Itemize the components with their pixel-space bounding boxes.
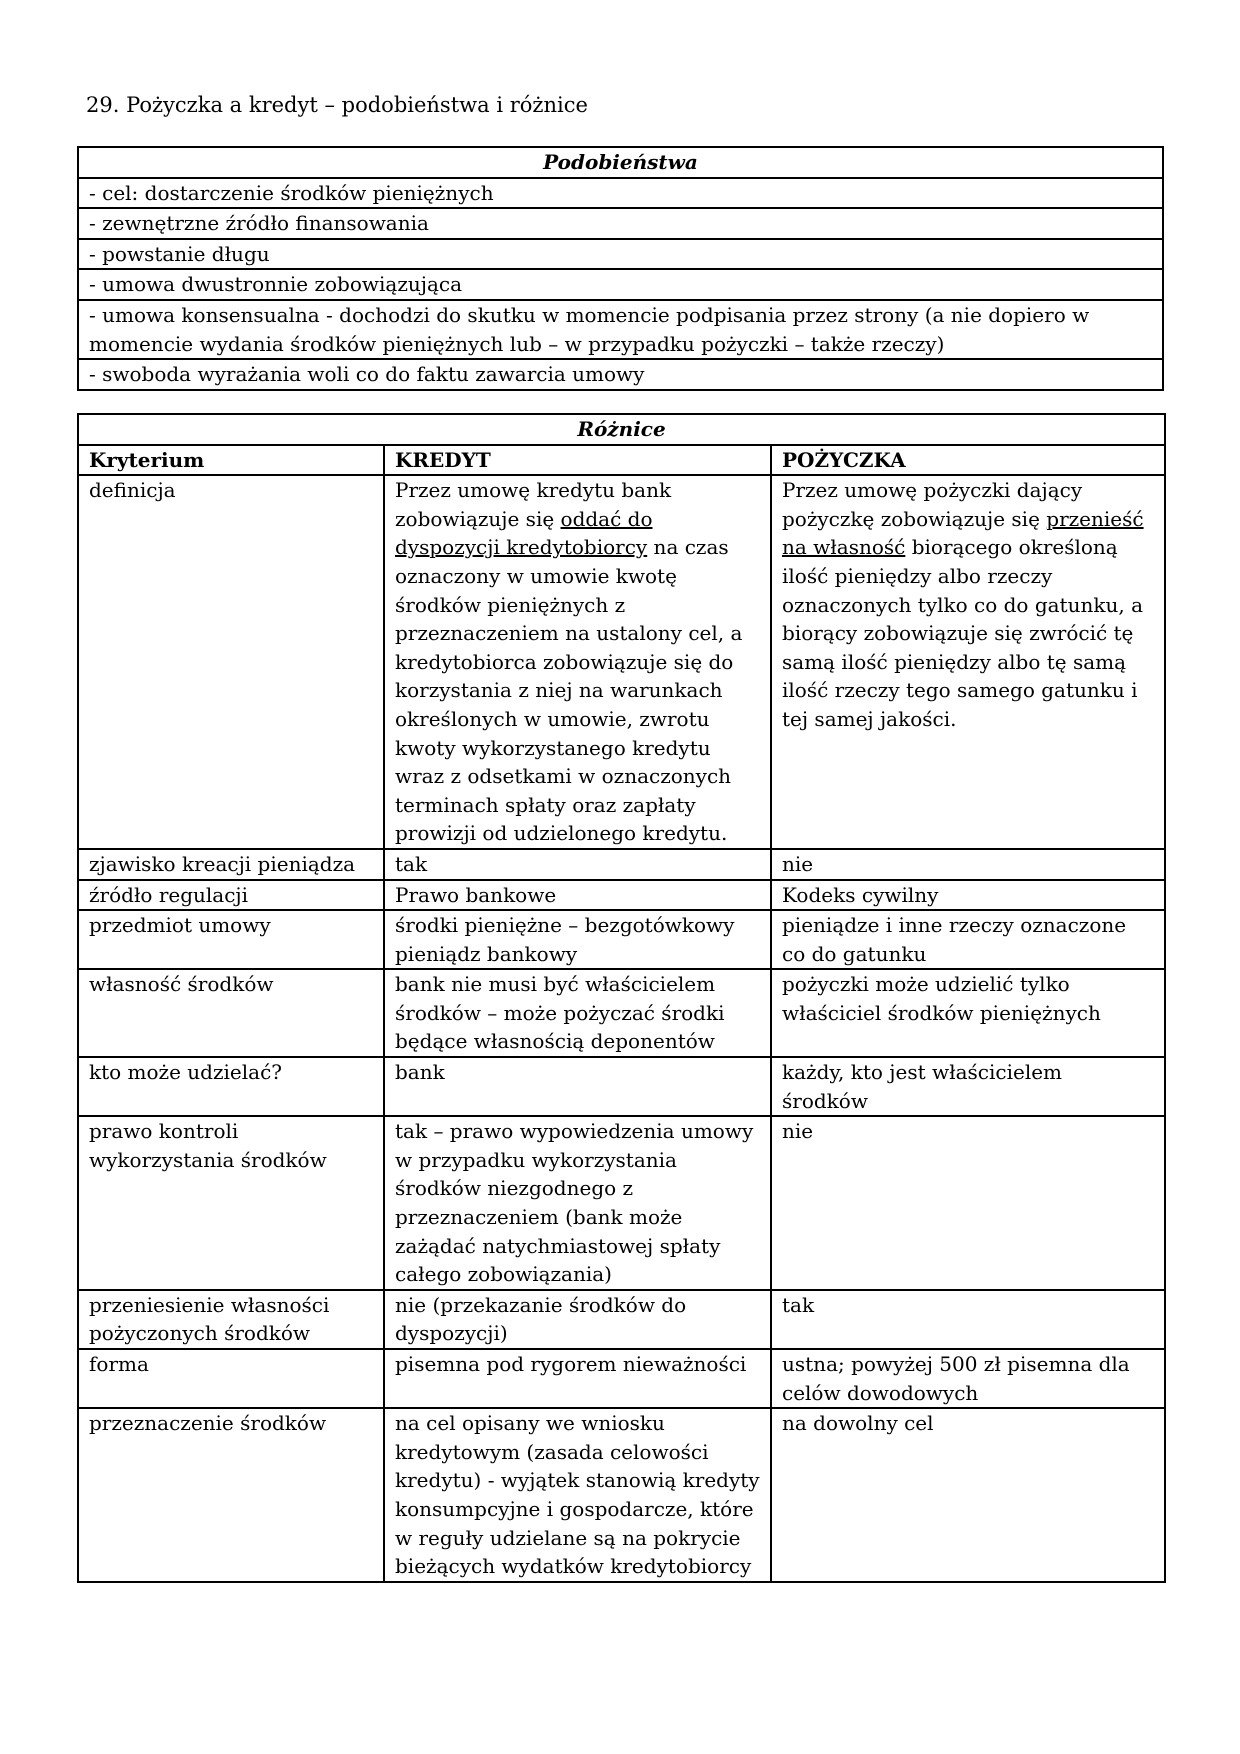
kredyt-definition-text: Przez umowę kredytu bank zobowiązuje się [395,478,672,531]
similarity-row [78,300,1163,359]
kredyt-cell: na cel opisany we wniosku kredytowym (zasada celowości kredytu) - wyjątek stanowią kredyty konsumpcyjne i gospodarcze, które w reguły udzielane są na pokrycie bieżących wydatków kredytobiorcy [384,1408,771,1582]
kredyt-cell: tak [384,849,771,880]
kredyt-cell: Prawo bankowe [384,880,771,911]
pozyczka-cell: Kodeks cywilny [771,880,1165,911]
criterion-cell: prawo kontroli wykorzystania środków [78,1116,384,1290]
pozyczka-definition-cell [771,475,1165,849]
similarity-item: - zewnętrzne źródło finansowania [78,208,1163,239]
pozyczka-cell: nie [771,849,1165,880]
similarities-caption-row [78,147,1163,178]
table-row [78,849,1165,880]
table-row [78,1349,1165,1408]
table-row-definition [78,475,1165,849]
header-criterion: Kryterium [78,445,384,476]
similarity-item: - cel: dostarczenie środków pieniężnych [78,178,1163,209]
pozyczka-cell: pożyczki może udzielić tylko właściciel środków pieniężnych [771,969,1165,1057]
pozyczka-cell: każdy, kto jest właścicielem środków [771,1057,1165,1116]
table-row [78,969,1165,1057]
page-title: 29. Pożyczka a kredyt – podobieństwa i różnice [86,93,588,117]
criterion-cell: przedmiot umowy [78,910,384,969]
differences-caption: Różnice [78,414,1165,445]
kredyt-cell: środki pieniężne – bezgotówkowy pieniądz bankowy [384,910,771,969]
similarity-row [78,208,1163,239]
header-pozyczka: POŻYCZKA [771,445,1165,476]
criterion-cell: źródło regulacji [78,880,384,911]
kredyt-cell: nie (przekazanie środków do dyspozycji) [384,1290,771,1349]
pozyczka-cell: nie [771,1116,1165,1290]
pozyczka-cell: na dowolny cel [771,1408,1165,1582]
similarity-row [78,269,1163,300]
kredyt-cell: tak – prawo wypowiedzenia umowy w przypadku wykorzystania środków niezgodnego z przeznaczeniem (bank może zażądać natychmiastowej spłaty całego zobowiązania) [384,1116,771,1290]
similarity-item: - umowa konsensualna - dochodzi do skutku w momencie podpisania przez strony (a nie dopiero w momencie wydania środków pieniężnych lub – w przypadku pożyczki – także rzeczy) [78,300,1163,359]
table-row [78,910,1165,969]
similarity-row [78,178,1163,209]
kredyt-definition-underlined: oddać do dyspozycji kredytobiorcy [395,506,653,560]
pozyczka-definition-text: Przez umowę pożyczki dający pożyczkę zobowiązuje się [782,478,1083,531]
table-row [78,1290,1165,1349]
table-row [78,1408,1165,1582]
criterion-cell: kto może udzielać? [78,1057,384,1116]
criterion-cell: forma [78,1349,384,1408]
similarity-item: - powstanie długu [78,239,1163,270]
pozyczka-definition-text-rest: biorącego określoną ilość pieniędzy albo rzeczy oznaczonych tylko co do gatunku, a biorący zobowiązuje się zwrócić tę samą ilość pieniędzy albo tę samą ilość rzeczy tego samego gatunku i tej samej jakości. [782,535,1143,731]
pozyczka-definition-underlined: przenieść na własność [782,506,1144,560]
criterion-cell: zjawisko kreacji pieniądza [78,849,384,880]
kredyt-cell: bank nie musi być właścicielem środków – może pożyczać środki będące własnością deponentów [384,969,771,1057]
pozyczka-cell: tak [771,1290,1165,1349]
header-kredyt: KREDYT [384,445,771,476]
similarity-row [78,239,1163,270]
kredyt-cell: bank [384,1057,771,1116]
criterion-cell: własność środków [78,969,384,1057]
differences-header-row [78,445,1165,476]
kredyt-cell: pisemna pod rygorem nieważności [384,1349,771,1408]
similarities-table [77,146,1164,391]
differences-table [77,413,1166,1583]
similarity-item: - swoboda wyrażania woli co do faktu zawarcia umowy [78,359,1163,390]
table-row [78,880,1165,911]
pozyczka-cell: pieniądze i inne rzeczy oznaczone co do gatunku [771,910,1165,969]
similarities-caption: Podobieństwa [78,147,1163,178]
criterion-cell: przeniesienie własności pożyczonych środków [78,1290,384,1349]
table-row [78,1116,1165,1290]
kredyt-definition-text-rest: na czas oznaczony w umowie kwotę środków pieniężnych z przeznaczeniem na ustalony cel, a kredytobiorca zobowiązuje się do korzystania z niej na warunkach określonych w umowie, zwrotu kwoty wykorzystanego kredytu wraz z odsetkami w oznaczonych terminach spłaty oraz zapłaty prowizji od udzielonego kredytu. [395,535,743,846]
kredyt-definition-cell [384,475,771,849]
pozyczka-cell: ustna; powyżej 500 zł pisemna dla celów dowodowych [771,1349,1165,1408]
similarity-row [78,359,1163,390]
similarity-item: - umowa dwustronnie zobowiązująca [78,269,1163,300]
criterion-cell: przeznaczenie środków [78,1408,384,1582]
table-row [78,1057,1165,1116]
differences-caption-row [78,414,1165,445]
criterion-cell: definicja [78,475,384,849]
